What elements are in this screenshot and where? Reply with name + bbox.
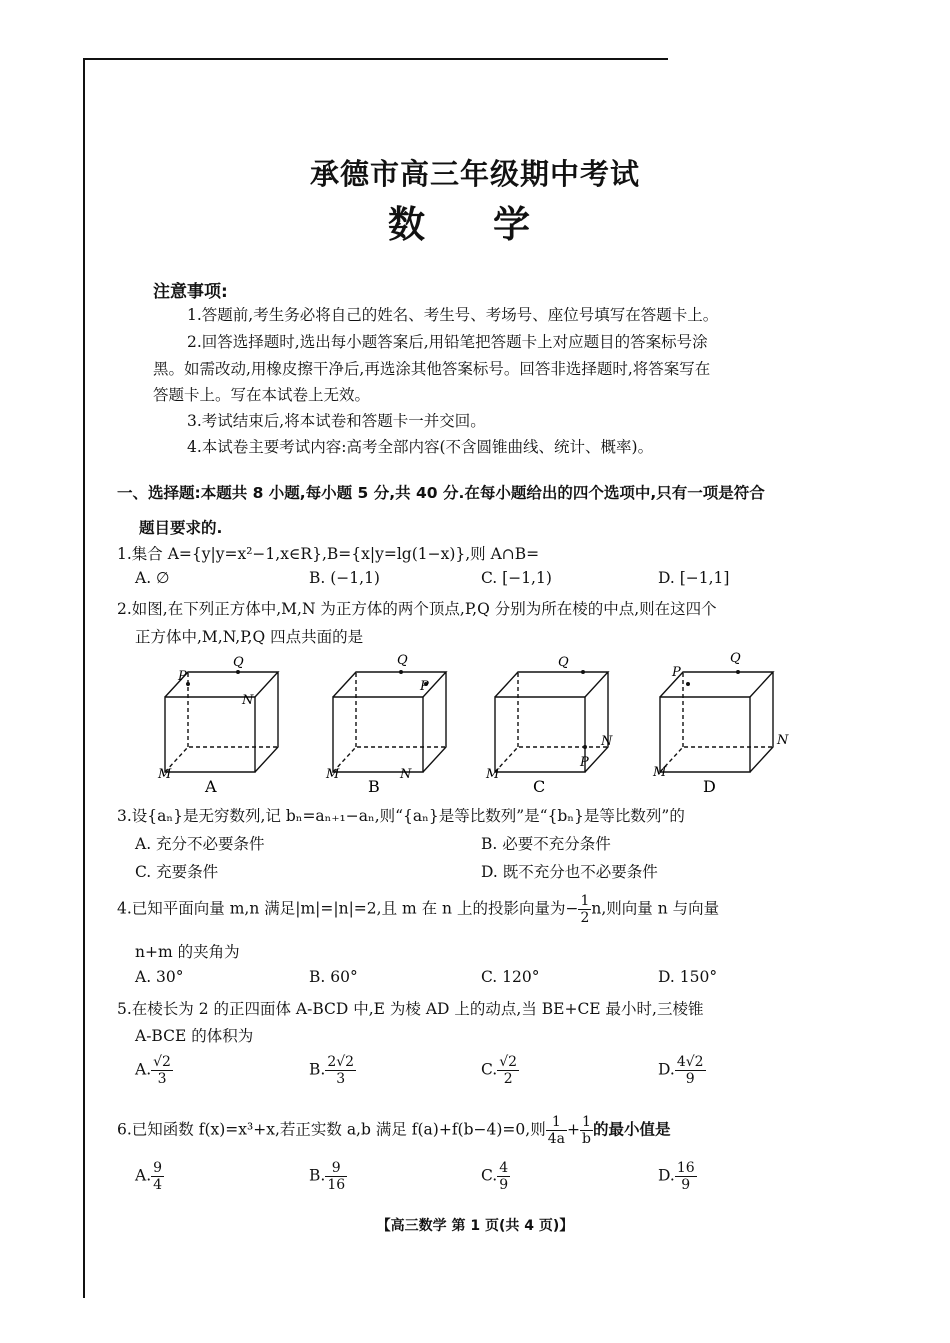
q6-stem-part1: 6.已知函数 f(x)=x³+x,若正实数 a,b 满足 f(a)+f(b−4)=0,则 (117, 1120, 546, 1139)
cube-b-label-q: Q (397, 653, 408, 668)
q5-option-d: D. $\frac{4√2}{9}$ (658, 1054, 704, 1087)
notice-heading: 注意事项: (153, 282, 228, 302)
notice-item-2-cont: 黑。如需改动,用橡皮擦干净后,再选涂其他答案标号。回答非选择题时,将答案写在 (153, 360, 711, 378)
q1-option-d: D. [−1,1] (658, 569, 730, 587)
q3-option-a: A. 充分不必要条件 (135, 835, 265, 853)
notice-item-4: 4.本试卷主要考试内容:高考全部内容(不含圆锥曲线、统计、概率)。 (187, 438, 654, 456)
page-border-top (83, 58, 668, 60)
cube-b-label-n: N (400, 767, 412, 782)
cube-a (165, 672, 278, 772)
cube-c-caption: C (533, 777, 546, 796)
q3-option-b: B. 必要不充分条件 (481, 835, 611, 853)
cube-b-label-m: M (326, 767, 340, 782)
q2-stem-line1: 2.如图,在下列正方体中,M,N 为正方体的两个顶点,P,Q 分别为所在棱的中点,则在这四个 (117, 600, 717, 618)
q6-stem: 6.已知函数 f(x)=x³+x,若正实数 a,b 满足 f(a)+f(b−4)=0,则 $\frac{1}{4a}$ + $\frac{1}{b}$ 的最小值是 (117, 1114, 671, 1147)
q4-option-d: D. 150° (658, 968, 718, 986)
notice-item-2: 2.回答选择题时,选出每小题答案后,用铅笔把答题卡上对应题目的答案标号涂 (187, 333, 708, 351)
q6-stem-part2: 的最小值是 (592, 1120, 671, 1139)
q4-option-a: A. 30° (135, 968, 184, 986)
page-footer: 【高三数学 第 1 页(共 4 页)】 (376, 1218, 574, 1234)
cube-c-label-m: M (486, 767, 500, 782)
cube-b-label-p: P (420, 679, 429, 694)
exam-title: 承德市高三年级期中考试 (309, 157, 640, 191)
q5-option-a: A. $\frac{√2}{3}$ (135, 1054, 171, 1087)
q4-frac-den: 2 (580, 910, 590, 926)
q2-cubes-figure (150, 652, 810, 802)
cube-b (333, 672, 446, 772)
cube-c-label-n: N (601, 734, 613, 749)
notice-item-3: 3.考试结束后,将本试卷和答题卡一并交回。 (187, 412, 486, 430)
q6-frac-2: $\frac{1}{b}$ (581, 1114, 591, 1147)
cube-a-label-n: N (242, 693, 254, 708)
q3-option-d: D. 既不充分也不必要条件 (481, 863, 658, 881)
page-border-left (83, 58, 85, 1298)
cube-d-label-p: P (672, 665, 681, 680)
q5-option-b: B. $\frac{2√2}{3}$ (309, 1054, 355, 1087)
subject-title: 数学 (388, 203, 598, 246)
q6-frac-1: $\frac{1}{4a}$ (547, 1114, 565, 1147)
section-heading: 一、选择题:本题共 8 小题,每小题 5 分,共 40 分.在每小题给出的四个选项中,只有一项是符合 (117, 484, 765, 502)
q1-option-b: B. (−1,1) (309, 569, 380, 587)
section-heading-cont: 题目要求的. (139, 519, 223, 537)
cube-d-caption: D (703, 777, 716, 796)
notice-item-1: 1.答题前,考生务必将自己的姓名、考生号、考场号、座位号填写在答题卡上。 (187, 306, 719, 324)
cube-c-label-q: Q (558, 655, 569, 670)
cube-d-label-m: M (653, 765, 667, 780)
q2-stem-line2: 正方体中,M,N,P,Q 四点共面的是 (135, 628, 364, 646)
cube-b-caption: B (368, 777, 380, 796)
cube-c-label-p: P (580, 755, 589, 770)
notice-item-2-end: 答题卡上。写在本试卷上无效。 (153, 386, 371, 404)
q1-option-c: C. [−1,1) (481, 569, 552, 587)
cube-c (495, 672, 608, 772)
cube-d-label-n: N (777, 733, 789, 748)
q5-stem-line2: A-BCE 的体积为 (135, 1027, 254, 1045)
q4-option-c: C. 120° (481, 968, 540, 986)
q5-stem-line1: 5.在棱长为 2 的正四面体 A-BCD 中,E 为棱 AD 上的动点,当 BE+CE 最小时,三棱锥 (117, 1000, 704, 1018)
q4-frac-num: 1 (580, 893, 590, 909)
q4-fraction (578, 893, 591, 926)
q4-stem-part1: 4.已知平面向量 m,n 满足|m|=|n|=2,且 m 在 n 上的投影向量为− (117, 899, 579, 918)
q1-stem: 1.集合 A={y|y=x²−1,x∈R},B={x|y=lg(1−x)},则 A∩B= (117, 545, 540, 563)
q4-stem (117, 893, 719, 926)
cube-d (660, 672, 773, 772)
q4-option-b: B. 60° (309, 968, 358, 986)
q6-option-b: B. $\frac{9}{16}$ (309, 1160, 346, 1193)
q6-option-d: D. $\frac{16}{9}$ (658, 1160, 695, 1193)
q3-option-c: C. 充要条件 (135, 863, 219, 881)
q1-option-a: A. ∅ (135, 569, 170, 587)
q3-stem: 3.设{aₙ}是无穷数列,记 bₙ=aₙ₊₁−aₙ,则“{aₙ}是等比数列”是“{bₙ}是等比数列”的 (117, 807, 685, 825)
q4-stem-part2: n,则向量 n 与向量 (591, 899, 720, 918)
cube-a-label-p: P (178, 669, 187, 684)
q5-option-c: C. $\frac{√2}{2}$ (481, 1054, 518, 1087)
cube-a-label-m: M (158, 767, 172, 782)
q6-option-a: A. $\frac{9}{4}$ (135, 1160, 163, 1193)
cube-d-label-q: Q (730, 652, 741, 666)
q6-option-c: C. $\frac{4}{9}$ (481, 1160, 509, 1193)
cube-a-caption: A (205, 777, 217, 796)
cube-a-label-q: Q (233, 655, 244, 670)
q4-stem-line2: n+m 的夹角为 (135, 943, 240, 961)
